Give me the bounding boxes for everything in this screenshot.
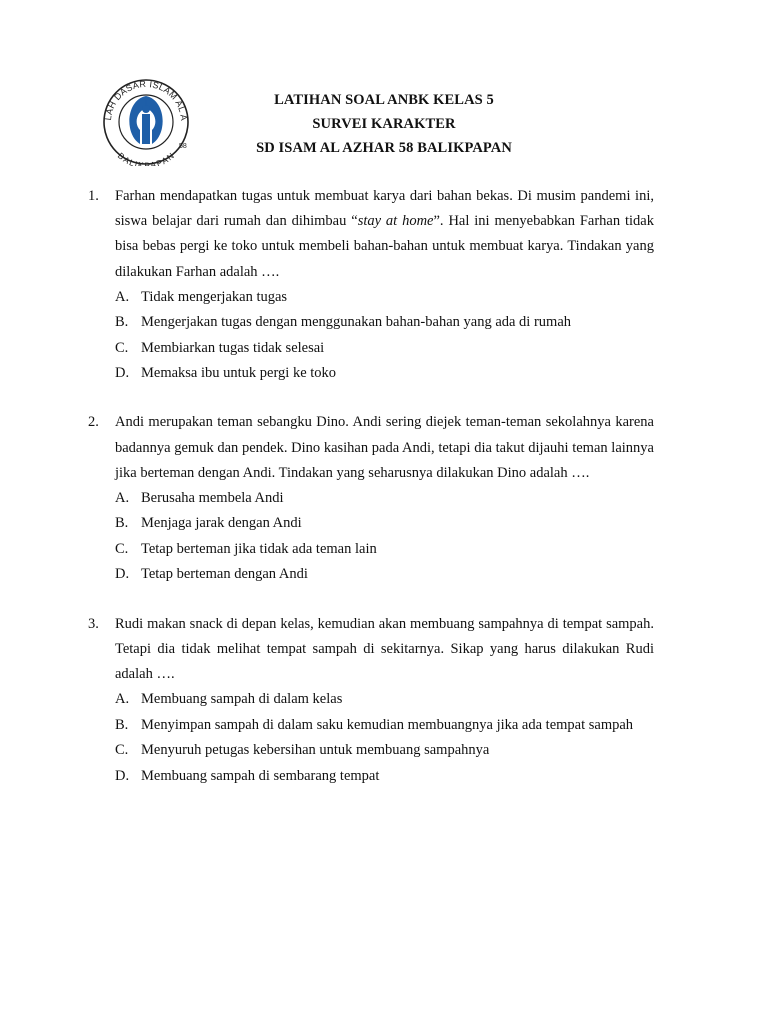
option-b: B. Menyimpan sampah di dalam saku kemudian membuangnya jika ada tempat sampah — [115, 716, 634, 733]
option-a: A. Tidak mengerjakan tugas — [115, 288, 288, 305]
option-c: C. Menyuruh petugas kebersihan untuk membuang sampahnya — [115, 742, 490, 759]
question-text: Andi merupakan teman sebangku Dino. Andi sering diejek teman-teman sekolahnya karena badannya gemuk dan pendek. Dino kasihan pada Andi, tetapi dia takut dijauhi teman lainnya jika berteman dengan Andi. Tindakan yang seharusnya dilakukan Dino adalah …. — [115, 414, 654, 481]
subtitle-line: SURVEI KARAKTER — [312, 116, 456, 132]
option-b: B. Menjaga jarak dengan Andi — [115, 515, 302, 532]
question-number: 3. — [88, 615, 99, 632]
italic-phrase: stay at home — [357, 213, 434, 230]
question-number: 1. — [88, 188, 99, 204]
logo-top-text: LAH DASAR ISLAM AL A — [102, 78, 190, 122]
option-d: D. Tetap berteman dengan Andi — [115, 566, 308, 583]
document-header — [200, 88, 568, 160]
option-d: D. Memaksa ibu untuk pergi ke toko — [115, 365, 337, 382]
option-a: A. Membuang sampah di dalam kelas — [115, 691, 343, 708]
question-text: Farhan mendapatkan tugas untuk membuat karya dari bahan bekas. Di musim pandemi ini, siswa belajar dari rumah dan dihimbau “stay at home”. Hal ini menyebabkan Farhan tidak bisa bebas pergi ke toko untuk membeli bahan-bahan untuk membuat karya. Tindakan yang dilakukan Farhan adalah …. — [115, 188, 654, 280]
logo-number: 58 — [179, 143, 187, 150]
question-3 — [88, 612, 654, 789]
title-line: LATIHAN SOAL ANBK KELAS 5 — [274, 92, 494, 108]
option-c: C. Membiarkan tugas tidak selesai — [115, 339, 325, 356]
option-d: D. Membuang sampah di sembarang tempat — [115, 767, 380, 784]
question-1 — [88, 184, 654, 386]
option-c: C. Tetap berteman jika tidak ada teman lain — [115, 540, 377, 557]
option-a: A. Berusaha membela Andi — [115, 490, 284, 507]
question-text: Rudi makan snack di depan kelas, kemudian akan membuang sampahnya di tempat sampah. Tetapi dia tidak melihat tempat sampah di sekitarnya. Sikap yang harus dilakukan Rudi adalah …. — [115, 615, 654, 683]
logo-bottom-text: BALIKPAPAN — [115, 150, 177, 166]
school-logo — [96, 78, 196, 166]
option-b: B. Mengerjakan tugas dengan menggunakan bahan-bahan yang ada di rumah — [115, 314, 572, 331]
question-number: 2. — [88, 414, 99, 431]
school-name-line: SD ISAM AL AZHAR 58 BALIKPAPAN — [256, 140, 512, 156]
question-list — [88, 184, 654, 813]
question-2 — [88, 410, 654, 587]
